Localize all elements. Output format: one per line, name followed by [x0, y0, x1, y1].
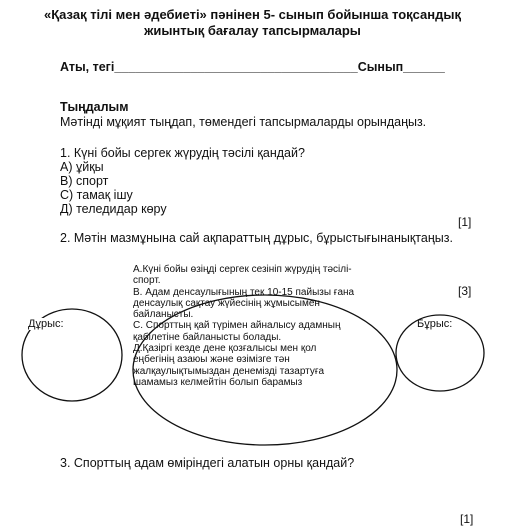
question2-mark: [3] [458, 284, 472, 298]
question1-text: 1. Күні бойы сергек жүрудің тәсілі қандай? [60, 146, 305, 160]
question1-option-c[interactable]: С) тамақ ішу [60, 188, 133, 202]
question1-mark: [1] [458, 215, 472, 229]
statement-d-line4: шамамыз келмейтін болып барамыз [133, 376, 303, 388]
statement-d-line2: еңбегінің азаюы және өзімізге тән [133, 354, 290, 366]
statement-d-line3: жалқаулықтымыздан денемізді тазартуға [133, 365, 325, 377]
class-blank[interactable]: ______ [403, 60, 445, 74]
document-title-line1: «Қазақ тілі мен әдебиеті» пәнінен 5- сынып бойынша тоқсандық [44, 7, 461, 22]
question3-text: 3. Спорттың адам өміріндегі алатын орны қандай? [60, 456, 355, 470]
statement-b-line1: В. Адам денсаулығының тек 10-15 пайызы ғана [133, 286, 355, 298]
class-label: Сынып [357, 60, 404, 74]
section-title: Тыңдалым [60, 100, 129, 114]
question3-mark: [1] [460, 512, 474, 526]
statement-c-line2: қабілетіне байланысты болады. [133, 331, 282, 343]
statement-c-line1: С. Спорттың қай түрімен айналысу адамның [133, 320, 341, 332]
section-instruction: Мәтінді мұқият тыңдап, төмендегі тапсырмаларды орындаңыз. [60, 115, 427, 129]
question2-text: 2. Мәтін мазмұнына сай ақпараттың дұрыс, бұрыстығынанықтаңыз. [60, 231, 453, 245]
incorrect-label: Бұрыс: [417, 318, 453, 330]
statement-b-line2: денсаулық сақтау жүйесінің жұмысымен [133, 297, 320, 309]
question1-option-d[interactable]: Д) теледидар көру [60, 202, 167, 216]
statements-block [133, 264, 354, 388]
question1-option-a[interactable]: А) ұйқы [60, 160, 104, 174]
document-title-line2: жиынтық бағалау тапсырмалары [144, 23, 361, 38]
correct-label: Дұрыс: [28, 318, 64, 330]
statement-d-line1: Д.Қазіргі кезде дене қозғалысы мен қол [133, 343, 317, 355]
question1-option-b[interactable]: В) спорт [60, 174, 109, 188]
statement-b-line3: байланысты. [133, 309, 194, 321]
statement-a-line2: спорт. [133, 275, 161, 287]
statement-a-line1: А.Күні бойы өзіңді сергек сезініп жүрудің тәсілі- [133, 264, 352, 275]
name-label: Аты, тегі [60, 60, 115, 74]
name-blank[interactable]: ___________________________________ [114, 60, 358, 74]
